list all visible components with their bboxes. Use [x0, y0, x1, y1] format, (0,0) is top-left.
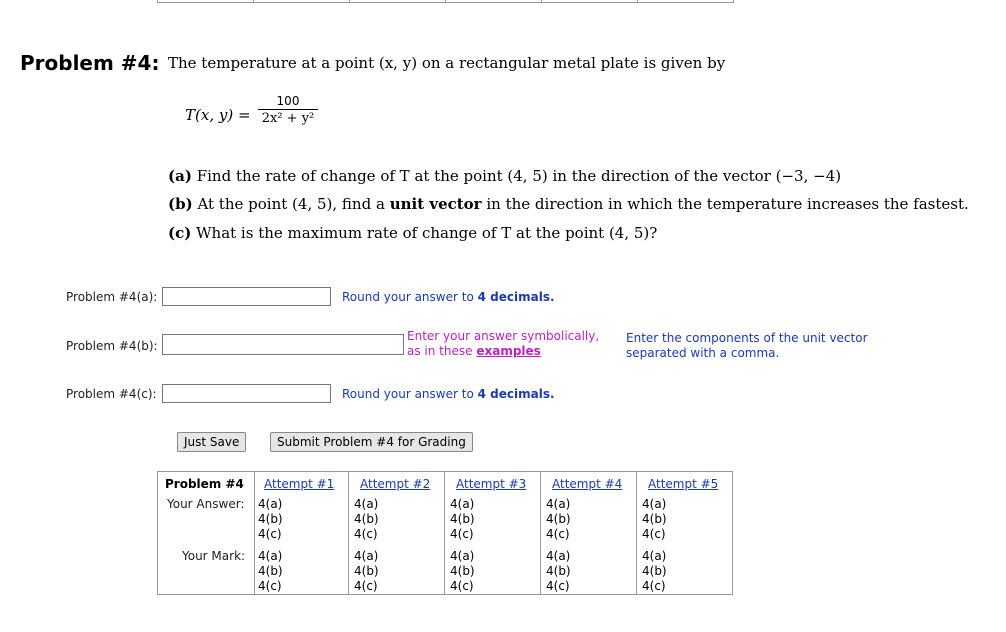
part-a: 4(a): [258, 549, 283, 563]
part-c: 4(c): [258, 579, 282, 593]
formula-denominator: 2x² + y²: [261, 111, 315, 126]
part-c: 4(c): [450, 579, 474, 593]
part-b: 4(b): [258, 564, 283, 578]
part-b: 4(b): [354, 512, 379, 526]
question-b-tag: (b): [168, 195, 193, 213]
part-c: 4(c): [354, 527, 378, 541]
attempt-2-link[interactable]: Attempt #2: [360, 477, 431, 491]
answer-b-component-hint: [626, 331, 868, 361]
answer-b-symbolic-line1: Enter your answer symbolically,: [407, 329, 600, 343]
answer-c-hint-text: Round your answer to: [342, 387, 474, 401]
answer-a-hint-bold: 4 decimals.: [477, 290, 555, 304]
your-answer-label: Your Answer:: [167, 497, 245, 511]
part-b: 4(b): [258, 512, 283, 526]
attempt-4-answers: [546, 497, 571, 542]
question-b-text-pre: At the point (4, 5), find a: [197, 195, 385, 213]
part-a: 4(a): [450, 497, 475, 511]
column-divider: [444, 472, 445, 594]
part-b: 4(b): [642, 564, 667, 578]
answer-c-hint: [342, 387, 555, 401]
part-c: 4(c): [258, 527, 282, 541]
question-b: [168, 195, 969, 213]
question-b-bold: unit vector: [389, 195, 482, 213]
answer-b-label: Problem #4(b):: [66, 339, 158, 353]
part-b: 4(b): [354, 564, 379, 578]
part-b: 4(b): [450, 512, 475, 526]
formula-lhs: T(x, y) =: [185, 106, 251, 124]
submit-grading-button[interactable]: Submit Problem #4 for Grading: [270, 432, 473, 452]
attempt-1-link[interactable]: Attempt #1: [264, 477, 335, 491]
attempts-title: Problem #4: [165, 477, 244, 491]
part-a: 4(a): [546, 497, 571, 511]
part-b: 4(b): [546, 564, 571, 578]
answer-a-hint: [342, 290, 555, 304]
attempt-2-marks: [354, 549, 379, 594]
part-c: 4(c): [354, 579, 378, 593]
question-a: [168, 167, 841, 185]
answer-c-label: Problem #4(c):: [66, 387, 157, 401]
part-a: 4(a): [642, 497, 667, 511]
attempt-2-answers: [354, 497, 379, 542]
answer-b-input[interactable]: [162, 334, 404, 355]
answer-a-hint-text: Round your answer to: [342, 290, 474, 304]
attempt-4-link[interactable]: Attempt #4: [552, 477, 623, 491]
question-a-text: Find the rate of change of T at the point (4, 5) in the direction of the vector (−3, −4): [196, 167, 842, 185]
part-b: 4(b): [450, 564, 475, 578]
previous-table-edge: [157, 0, 734, 3]
attempt-3-link[interactable]: Attempt #3: [456, 477, 527, 491]
answer-b-component-line1: Enter the components of the unit vector: [626, 331, 868, 345]
attempt-5-answers: [642, 497, 667, 542]
attempt-5-marks: [642, 549, 667, 594]
answer-c-hint-bold: 4 decimals.: [477, 387, 555, 401]
part-a: 4(a): [450, 549, 475, 563]
part-c: 4(c): [546, 527, 570, 541]
part-a: 4(a): [546, 549, 571, 563]
answer-b-symbolic-hint: [407, 329, 599, 359]
part-a: 4(a): [258, 497, 283, 511]
question-a-tag: (a): [168, 167, 192, 185]
attempts-table: [157, 471, 733, 595]
answer-a-input[interactable]: [162, 287, 331, 306]
question-c: [168, 224, 657, 242]
problem-intro: The temperature at a point (x, y) on a rectangular metal plate is given by: [168, 54, 726, 72]
attempt-4-marks: [546, 549, 571, 594]
formula-numerator: 100: [258, 94, 318, 110]
problem-heading: Problem #4:: [20, 51, 160, 75]
part-c: 4(c): [642, 527, 666, 541]
part-a: 4(a): [354, 549, 379, 563]
question-c-text: What is the maximum rate of change of T at the point (4, 5)?: [196, 224, 658, 242]
your-mark-label: Your Mark:: [182, 549, 246, 563]
attempt-3-answers: [450, 497, 475, 542]
answer-a-label: Problem #4(a):: [66, 290, 158, 304]
column-divider: [254, 472, 255, 594]
answer-b-component-line2: separated with a comma.: [626, 346, 780, 360]
question-b-text-post: in the direction in which the temperature increases the fastest.: [486, 195, 969, 213]
attempt-5-link[interactable]: Attempt #5: [648, 477, 719, 491]
attempt-1-answers: [258, 497, 283, 542]
column-divider: [540, 472, 541, 594]
just-save-button[interactable]: Just Save: [177, 432, 246, 452]
question-c-tag: (c): [168, 224, 192, 242]
part-c: 4(c): [546, 579, 570, 593]
part-b: 4(b): [642, 512, 667, 526]
part-b: 4(b): [546, 512, 571, 526]
formula-fraction: [258, 94, 318, 126]
part-a: 4(a): [642, 549, 667, 563]
answer-b-symbolic-line2-text: as in these: [407, 344, 473, 358]
part-a: 4(a): [354, 497, 379, 511]
column-divider: [636, 472, 637, 594]
temperature-formula: [185, 94, 345, 134]
answer-c-input[interactable]: [162, 384, 331, 403]
answer-b-symbolic-line2: [407, 344, 599, 359]
column-divider: [348, 472, 349, 594]
examples-link[interactable]: examples: [476, 344, 541, 358]
part-c: 4(c): [642, 579, 666, 593]
attempt-3-marks: [450, 549, 475, 594]
part-c: 4(c): [450, 527, 474, 541]
attempt-1-marks: [258, 549, 283, 594]
